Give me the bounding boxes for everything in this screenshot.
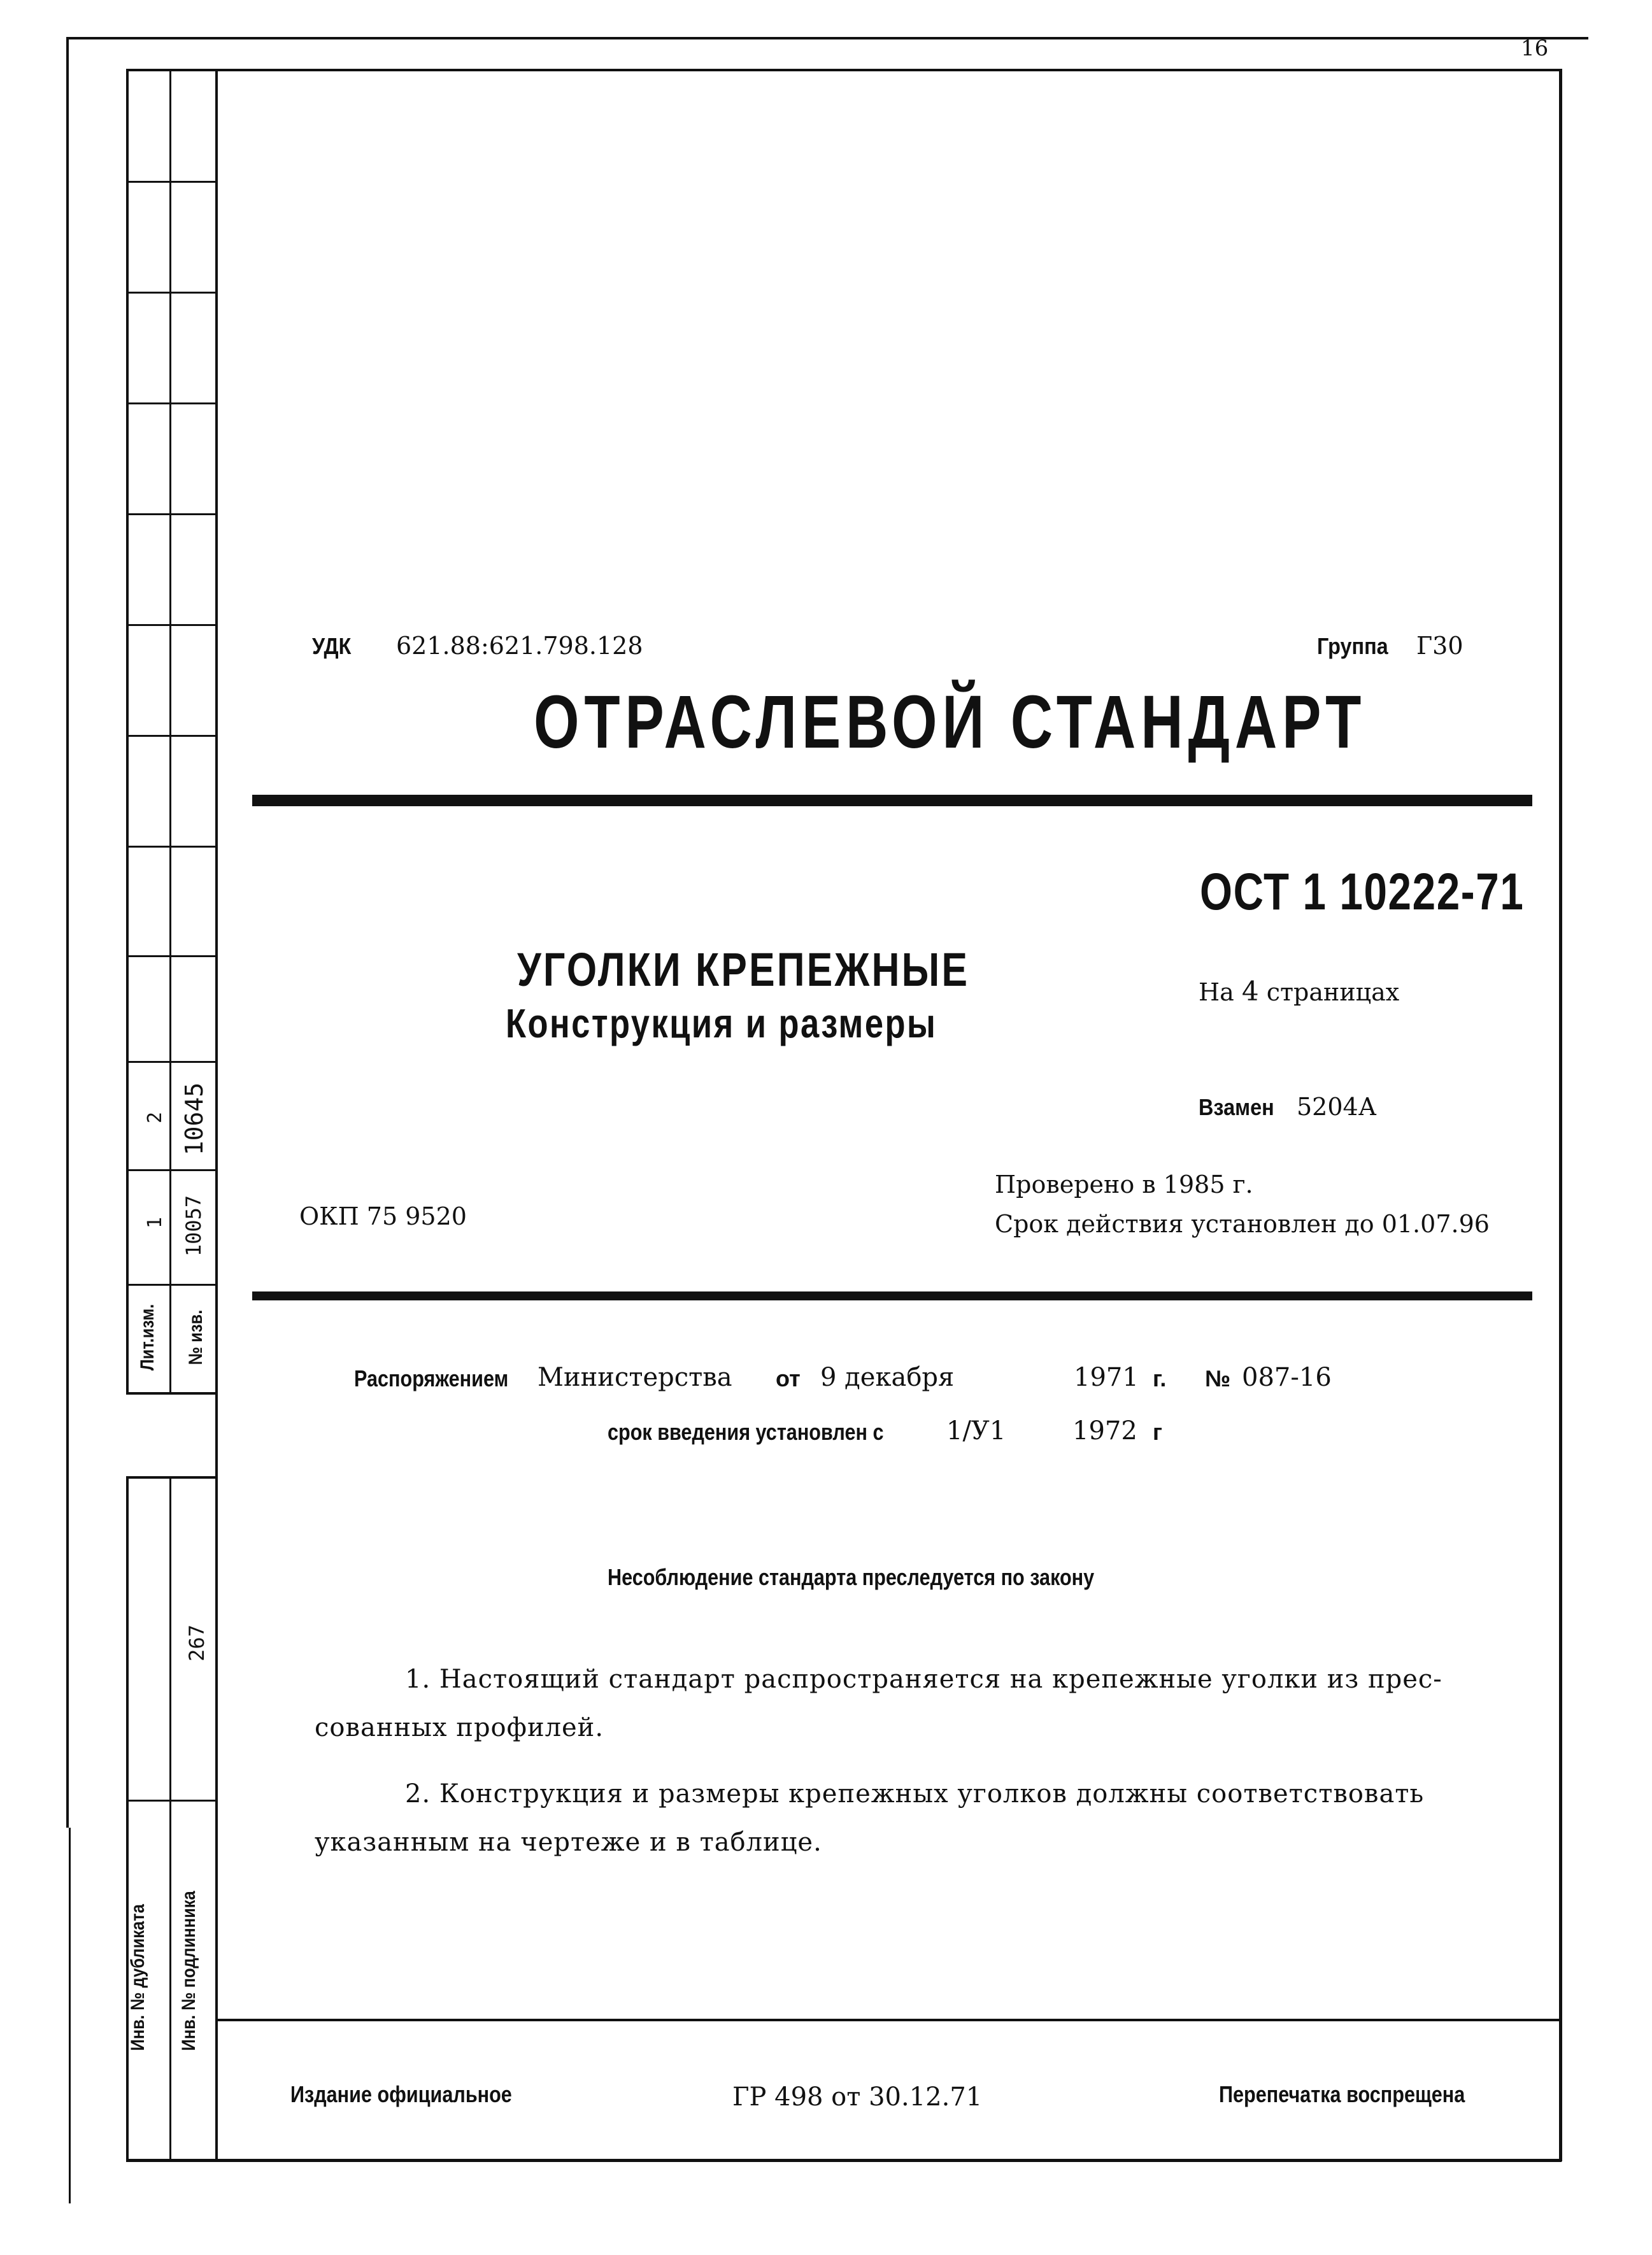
footer-registration: ГР 498 от 30.12.71	[732, 2082, 983, 2112]
page-number: 16	[1521, 36, 1549, 61]
outer-left-border-lower	[69, 1828, 71, 2203]
strip-row-line	[126, 402, 218, 404]
change-2-cell: 2	[144, 1111, 166, 1124]
notice-2-cell: 10645	[180, 1082, 208, 1156]
strip-row-line	[126, 513, 218, 515]
strip-row-line	[126, 846, 218, 848]
original-inventory-label: Инв. № подлинника	[178, 1891, 199, 2051]
outer-left-border	[66, 37, 69, 1828]
paragraph-1-line-1: 1. Настоящий стандарт распространяется на крепежные уголки из прес-	[405, 1665, 1442, 1694]
main-frame-top	[126, 69, 1562, 71]
subject-line1: УГОЛКИ КРЕПЕЖНЫЕ	[517, 943, 970, 996]
decree-rule	[252, 1291, 1532, 1300]
strip-row-line	[126, 735, 218, 737]
main-frame-left	[215, 69, 218, 2161]
verified-note: Проверено в 1985 г.	[995, 1170, 1253, 1199]
footer-reprint-prohibited: Перепечатка воспрещена	[1219, 2081, 1465, 2107]
lower-strip-divider	[126, 1800, 218, 1802]
replaces-label: Взамен	[1199, 1094, 1274, 1120]
decree-number-label: №	[1205, 1365, 1231, 1391]
pages-suffix: страницах	[1266, 978, 1400, 1006]
decree-label: Распоряжением	[354, 1365, 509, 1391]
introduction-year: 1972	[1072, 1416, 1137, 1446]
lower-strip-middle	[169, 1476, 171, 2161]
udk-label: УДК	[312, 633, 352, 659]
pages-number: 4	[1241, 976, 1259, 1007]
strip-row-line	[126, 955, 218, 957]
paragraph-2-line-2: указанным на чертеже и в таблице.	[315, 1828, 822, 1857]
paragraph-2-line-1: 2. Конструкция и размеры крепежных уголков должны соответствовать	[405, 1779, 1425, 1809]
decree-number: 087-16	[1242, 1363, 1332, 1392]
document-title: ОТРАСЛЕВОЙ СТАНДАРТ	[534, 680, 1367, 764]
decree-year-suffix: г.	[1153, 1365, 1167, 1391]
introduction-label: срок введения установлен с	[608, 1419, 884, 1445]
introduction-suffix: г	[1153, 1419, 1162, 1445]
pages-count	[1199, 976, 1399, 1007]
group-value: Г30	[1416, 632, 1463, 660]
strip-row-line	[126, 1169, 218, 1171]
top-border	[66, 37, 1588, 39]
notice-number-label: № изв.	[185, 1309, 206, 1365]
original-inventory-value: 267	[185, 1625, 209, 1661]
lower-strip-left	[126, 1476, 129, 2161]
strip-row-line	[126, 1061, 218, 1063]
side-strip-left	[126, 69, 129, 1395]
side-strip-middle	[169, 69, 171, 1395]
change-1-cell: 1	[144, 1216, 166, 1229]
strip-row-line	[126, 1284, 218, 1286]
strip-row-line	[126, 292, 218, 294]
duplicate-inventory-label: Инв. № дубликата	[127, 1904, 148, 2051]
lower-strip-top	[126, 1476, 218, 1479]
footer-separator	[215, 2019, 1562, 2021]
decree-ministry: Министерства	[538, 1363, 732, 1392]
strip-row-line	[126, 181, 218, 183]
main-frame-right	[1559, 69, 1562, 2161]
decree-year: 1971	[1074, 1363, 1139, 1392]
decree-from: от	[776, 1365, 801, 1391]
decree-date: 9 декабря	[820, 1363, 955, 1392]
subject-line2: Конструкция и размеры	[506, 1000, 937, 1046]
udk-value: 621.88:621.798.128	[396, 632, 643, 660]
footer-official-edition: Издание официальное	[290, 2081, 512, 2107]
introduction-date: 1/У1	[946, 1416, 1006, 1446]
replaces-value: 5204А	[1297, 1093, 1377, 1121]
okp-code: ОКП 75 9520	[299, 1202, 467, 1230]
standard-number: ОСТ 1 10222-71	[1200, 863, 1525, 921]
group-label: Группа	[1317, 633, 1388, 659]
main-frame-bottom	[126, 2159, 1562, 2162]
legal-warning: Несоблюдение стандарта преследуется по закону	[608, 1564, 1095, 1590]
change-number-label: Лит.изм.	[137, 1304, 158, 1371]
strip-row-line	[126, 624, 218, 626]
side-strip-bottom	[126, 1392, 218, 1395]
pages-prefix: На	[1199, 978, 1234, 1006]
notice-1-cell: 10057	[182, 1195, 206, 1257]
paragraph-1-line-2: сованных профилей.	[315, 1713, 604, 1742]
validity-note: Срок действия установлен до 01.07.96	[995, 1210, 1490, 1238]
title-rule	[252, 795, 1532, 806]
